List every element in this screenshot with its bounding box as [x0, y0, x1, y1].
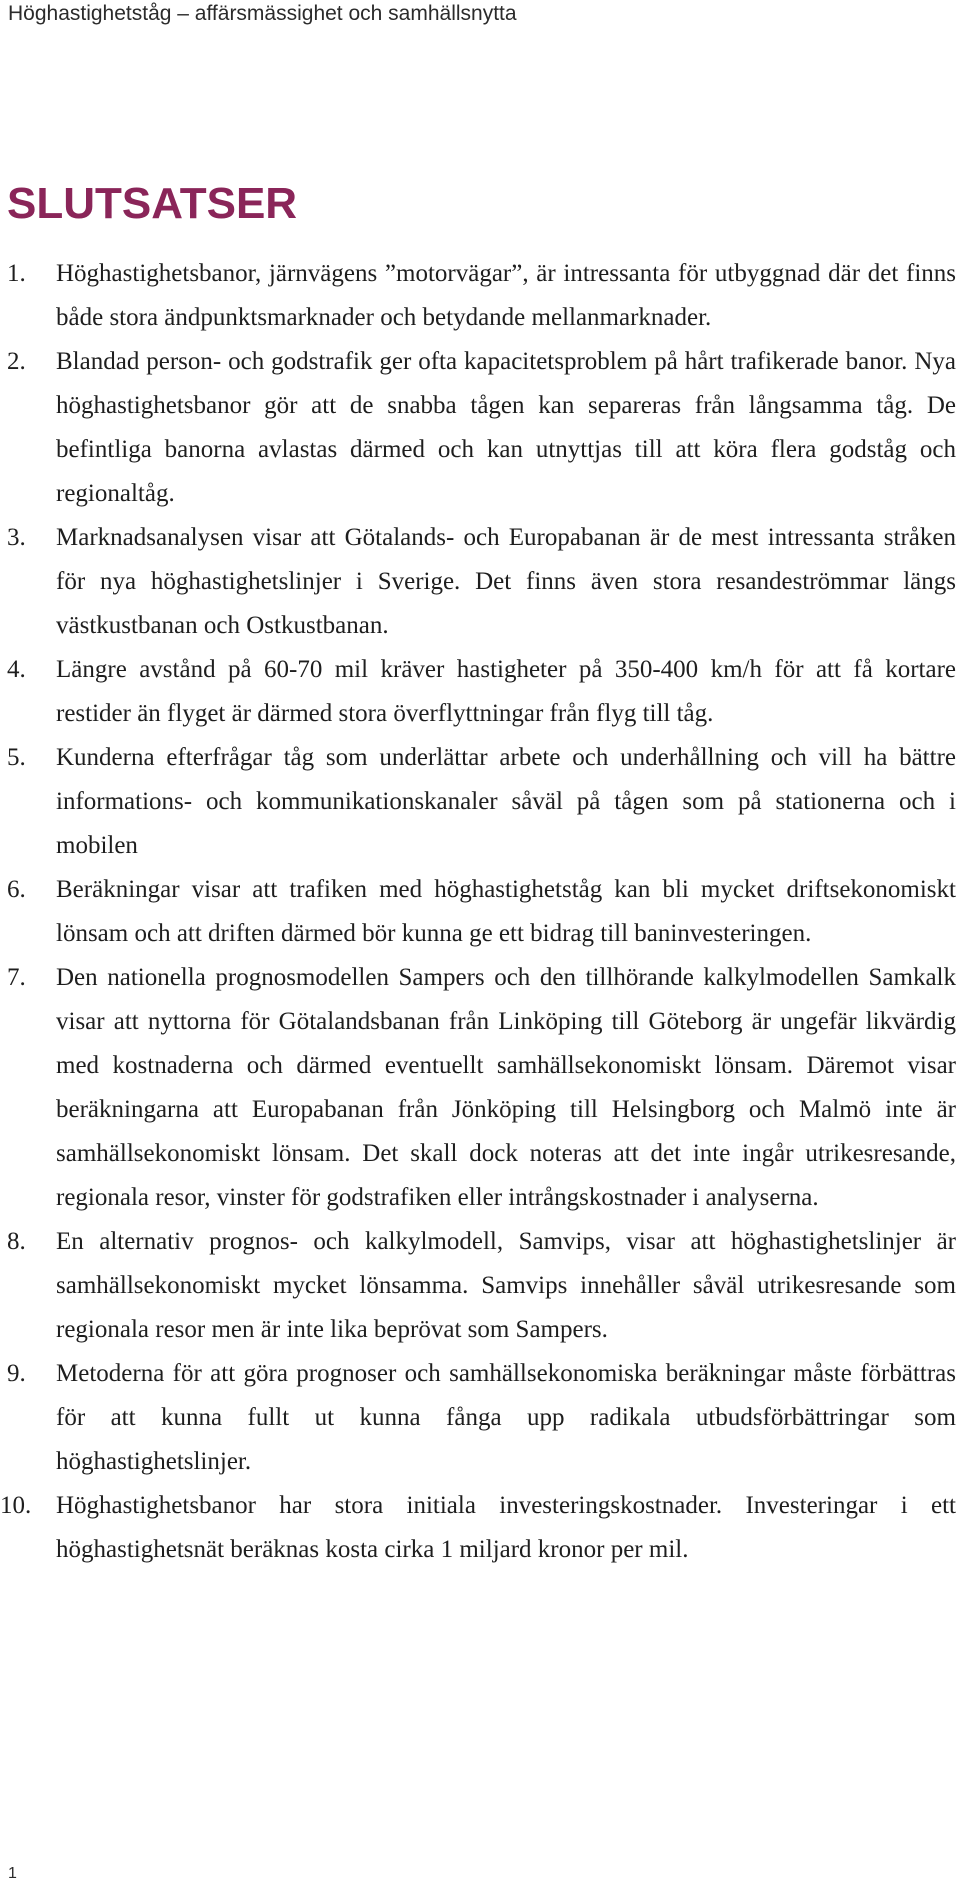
- page-number: 1: [8, 1865, 17, 1882]
- conclusions-list: [0, 252, 960, 1572]
- item-text: Kunderna efterfrågar tåg som underlättar arbete och underhållning och vill ha bättre informations- och kommunikationskanaler såväl på tågen som på stationerna och i mobilen: [56, 744, 956, 859]
- item-number: 5.: [7, 744, 26, 771]
- item-number: 9.: [7, 1360, 26, 1387]
- conclusion-item-4: [0, 648, 960, 736]
- item-number: 1.: [7, 260, 26, 287]
- item-number: 2.: [7, 348, 26, 375]
- item-number: 8.: [7, 1228, 26, 1255]
- conclusion-item-1: [0, 252, 960, 340]
- conclusion-item-6: [0, 868, 960, 956]
- item-number: 3.: [7, 524, 26, 551]
- conclusion-item-2: [0, 340, 960, 516]
- section-title: SLUTSATSER: [7, 179, 298, 228]
- item-text: Den nationella prognosmodellen Sampers och den tillhörande kalkylmodellen Samkalk visar att nyttorna för Götalandsbanan från Linköping till Göteborg är ungefär likvärdig med kostnaderna och därmed eventuellt samhällsekonomiskt lönsam. Däremot visar beräkningarna att Europabanan från Jönköping till Helsingborg och Malmö inte är samhällsekonomiskt lönsam. Det skall dock noteras att det inte ingår utrikesresande, regionala resor, vinster för godstrafiken eller intrångskostnader i analyserna.: [56, 964, 956, 1211]
- conclusion-item-7: [0, 956, 960, 1220]
- running-header: Höghastighetståg – affärsmässighet och samhällsnytta: [8, 2, 517, 25]
- item-text: Höghastighetsbanor, järnvägens ”motorvägar”, är intressanta för utbyggnad där det finns både stora ändpunktsmarknader och betydande mellanmarknader.: [56, 260, 956, 331]
- conclusion-item-10: [0, 1484, 960, 1572]
- item-number: 6.: [7, 876, 26, 903]
- conclusion-item-5: [0, 736, 960, 868]
- item-number: 7.: [7, 964, 26, 991]
- conclusion-item-8: [0, 1220, 960, 1352]
- item-number: 10.: [0, 1492, 32, 1519]
- item-text: En alternativ prognos- och kalkylmodell, Samvips, visar att höghastighetslinjer är samhällsekonomiskt mycket lönsamma. Samvips innehåller såväl utrikesresande som regionala resor men är inte lika beprövat som Sampers.: [56, 1228, 956, 1343]
- item-text: Höghastighetsbanor har stora initiala investeringskostnader. Investeringar i ett höghastighetsnät beräknas kosta cirka 1 miljard kronor per mil.: [56, 1492, 956, 1563]
- item-text: Längre avstånd på 60-70 mil kräver hastigheter på 350-400 km/h för att få kortare restider än flyget är därmed stora överflyttningar från flyg till tåg.: [56, 656, 956, 727]
- conclusion-item-9: [0, 1352, 960, 1484]
- item-number: 4.: [7, 656, 26, 683]
- item-text: Marknadsanalysen visar att Götalands- och Europabanan är de mest intressanta stråken för nya höghastighetslinjer i Sverige. Det finns även stora resandeströmmar längs västkustbanan och Ostkustbanan.: [56, 524, 956, 639]
- item-text: Blandad person- och godstrafik ger ofta kapacitetsproblem på hårt trafikerade banor. Nya höghastighetsbanor gör att de snabba tågen kan separeras från långsamma tåg. De befintliga banorna avlastas därmed och kan utnyttjas till att köra flera godståg och regionaltåg.: [56, 348, 956, 507]
- conclusion-item-3: [0, 516, 960, 648]
- item-text: Metoderna för att göra prognoser och samhällsekonomiska beräkningar måste förbättras för att kunna fullt ut kunna fånga upp radikala utbudsförbättringar som höghastighetslinjer.: [56, 1360, 956, 1475]
- item-text: Beräkningar visar att trafiken med höghastighetståg kan bli mycket driftsekonomiskt lönsam och att driften därmed bör kunna ge ett bidrag till baninvesteringen.: [56, 876, 956, 947]
